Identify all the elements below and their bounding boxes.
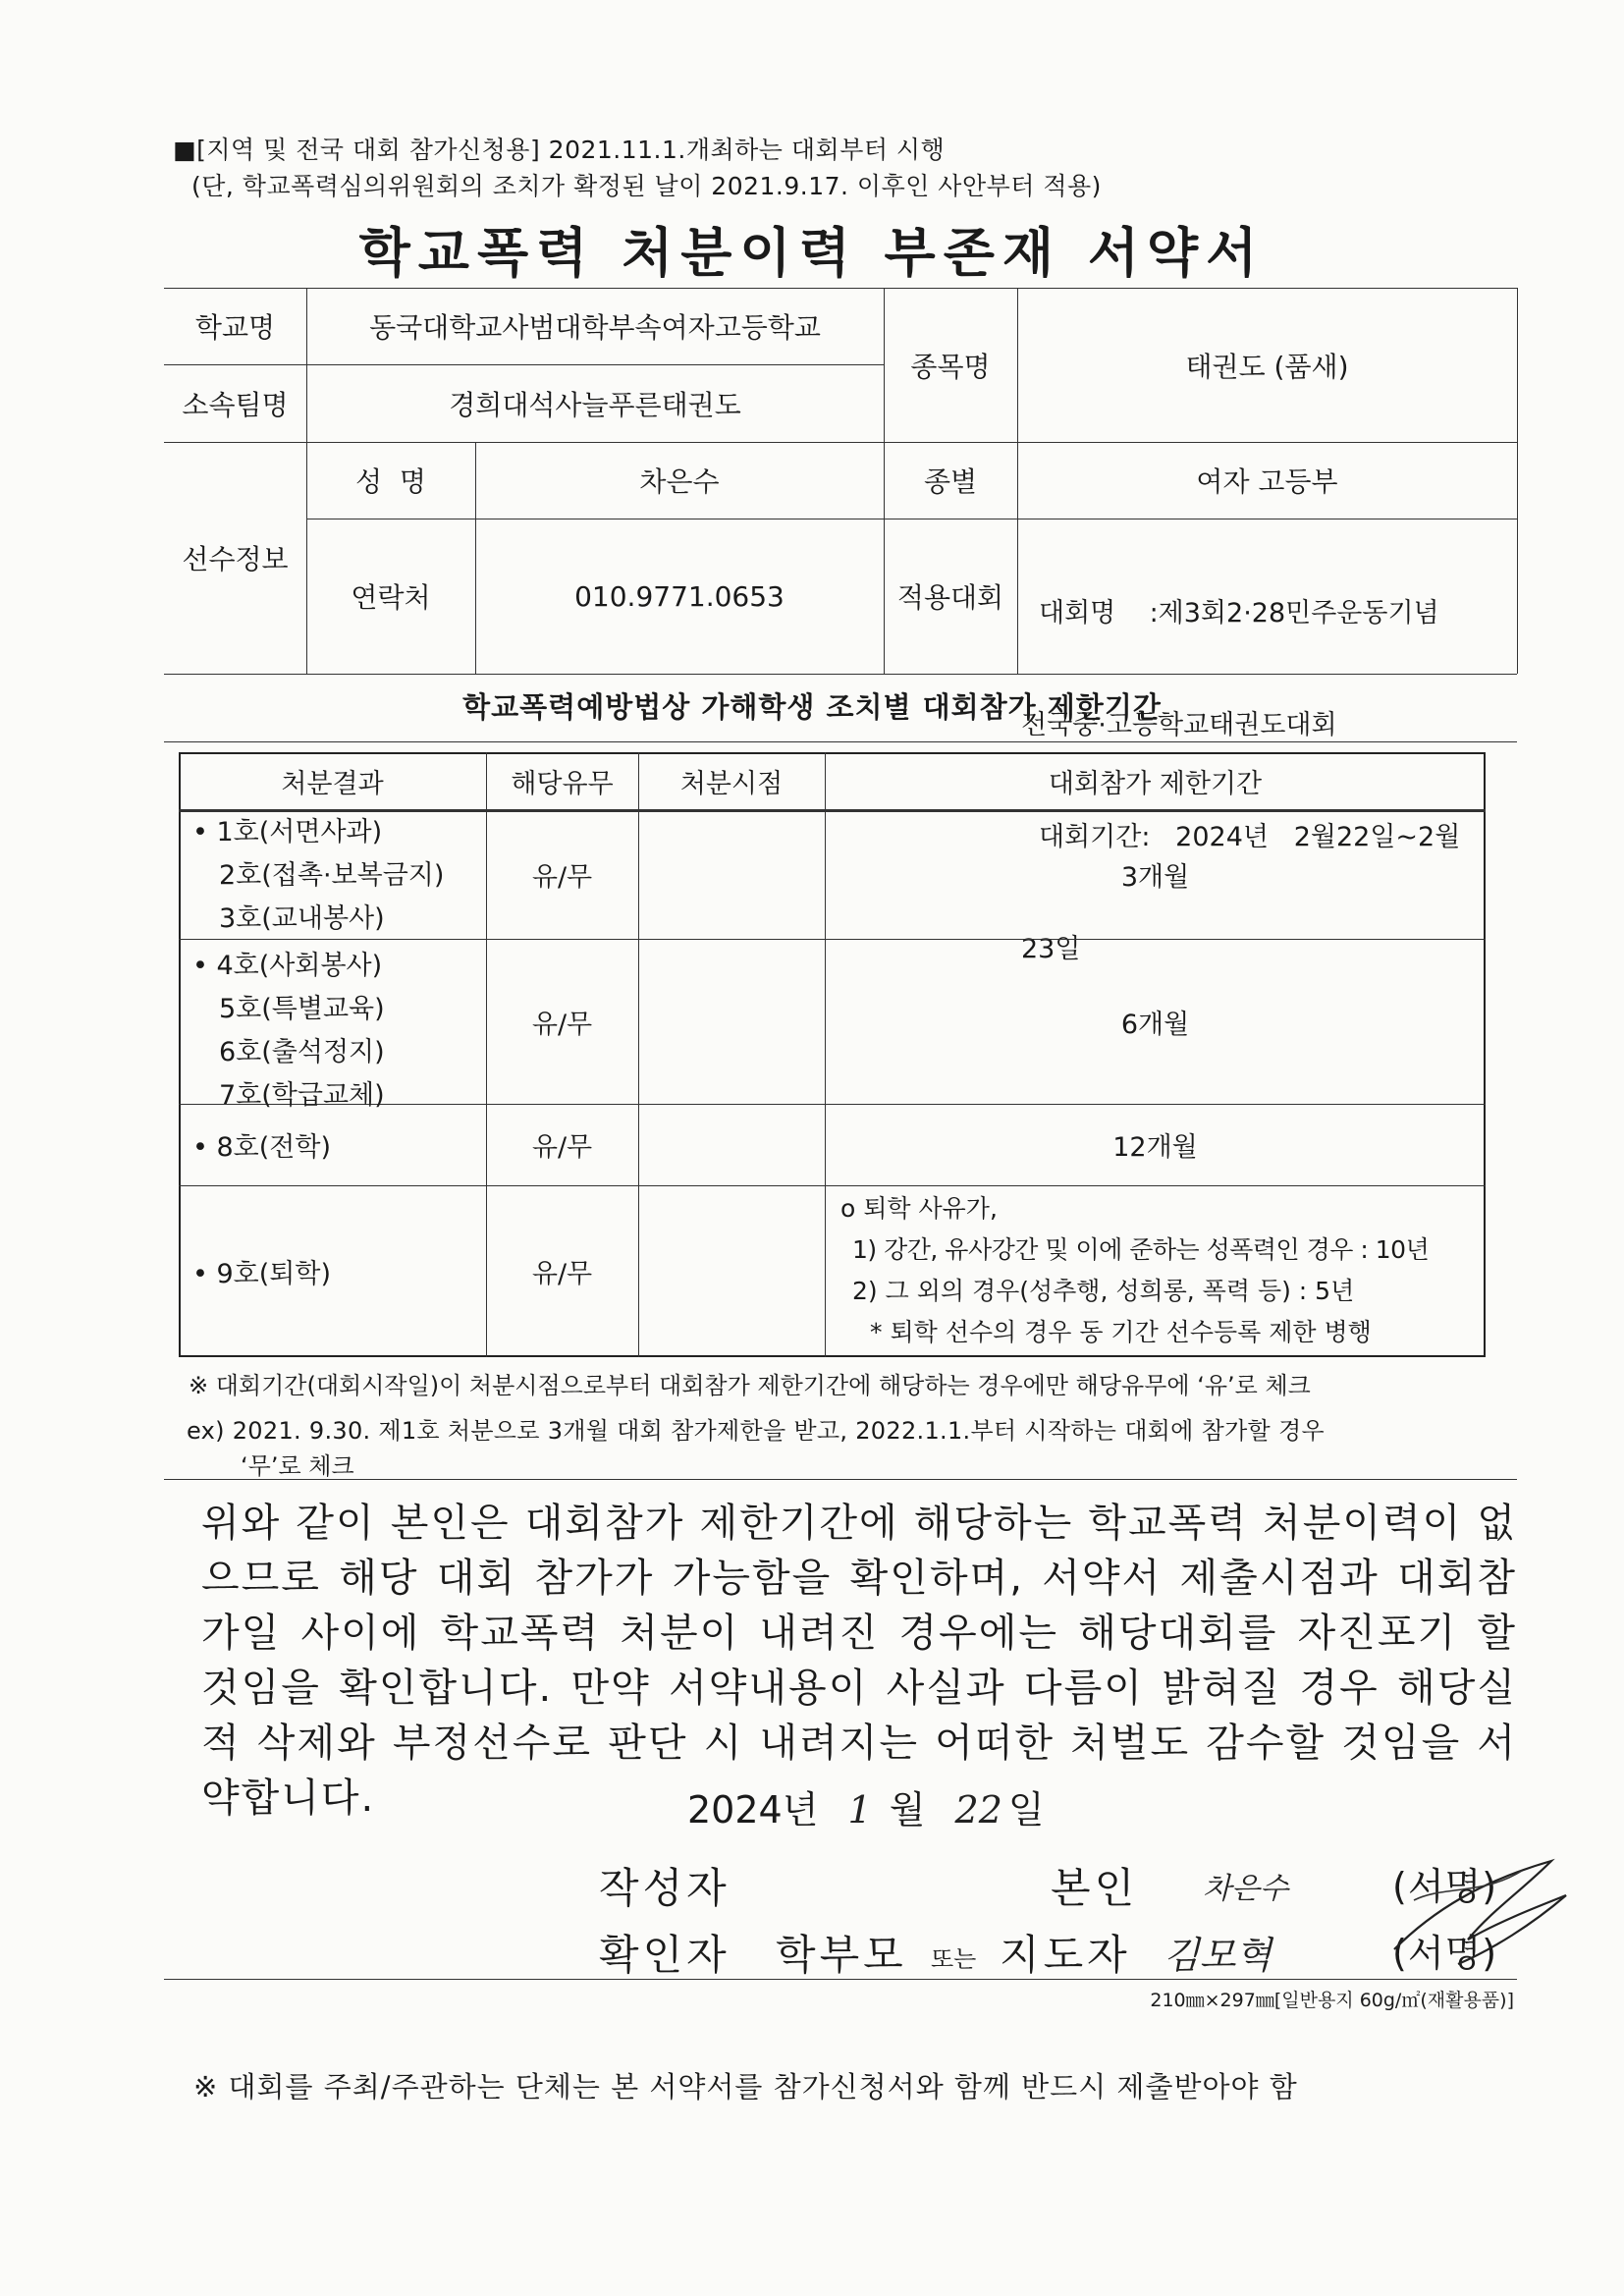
school-value: 동국대학교사범대학부속여자고등학교 (369, 311, 821, 344)
event-value: 태권도 (품새) (1185, 350, 1349, 383)
contact-label: 연락처 (351, 581, 431, 614)
measure-item: 6호(출석정지) (219, 1037, 385, 1067)
section-title: 학교폭력예방법상 가해학생 조치별 대회참가 제한기간 (462, 690, 1162, 724)
scope-note-exception: (단, 학교폭력심의위원회의 조치가 확정된 날이 2021.9.17. 이후인 사안부터 적용) (191, 172, 1102, 200)
header-result: 처분결과 (281, 768, 384, 799)
measure-item: 2호(접촉·보복금지) (219, 860, 445, 891)
division-label: 종별 (923, 465, 978, 498)
division-value: 여자 고등부 (1196, 465, 1338, 498)
athlete-name: 차은수 (639, 465, 720, 498)
name-label: 성 명 (355, 465, 426, 498)
contact-value: 010.9771.0653 (574, 579, 785, 613)
limit-period: 6개월 (1120, 1009, 1190, 1040)
measure-item: 3호(교내봉사) (219, 903, 385, 934)
scope-note: ■[지역 및 전국 대회 참가신청용] 2021.11.1.개최하는 대회부터 시행 (173, 136, 946, 164)
confirmer-label: 확인자 (599, 1931, 731, 1979)
limit-detail-line: * 퇴학 선수의 경우 동 기간 선수등록 제한 병행 (870, 1318, 1372, 1346)
time-field[interactable] (638, 1104, 825, 1185)
signing-date (687, 1779, 1045, 1833)
section-divider (164, 741, 1517, 742)
athlete-info-label: 선수정보 (182, 543, 289, 575)
applicable-checkbox[interactable]: 유/무 (531, 1009, 593, 1040)
self-signature: 차은수 (1203, 1872, 1288, 1906)
or-label: 또는 (931, 1945, 977, 1973)
time-field[interactable] (638, 939, 825, 1104)
measure-item: • 8호(전학) (192, 1132, 331, 1163)
pledge-text: 위와 같이 본인은 대회참가 제한기간에 해당하는 학교폭력 처분이력이 없으므로 해당 대회 참가가 가능함을 확인하며, 서약서 제출시점과 대회참가일 사이에 학교폭력 처분이 내려진 경우에는 해당대회를 자진포기 할 것임을 확인합니다. 만약 서약내용이 사실과 다름이 밝혀질 경우 해당실적 삭제와 부정선수로 판단 시 내려지는 어떠한 처벌도 감수할 것임을 서약합니다. (201, 1501, 1517, 1821)
disclaimer-example: ‘무’로 체크 (241, 1452, 354, 1480)
date-month: 1 (847, 1788, 872, 1831)
measure-item: • 4호(사회봉사) (192, 951, 383, 981)
date-month-suffix: 월 (889, 1788, 926, 1831)
header-time: 처분시점 (679, 768, 784, 799)
competition-period-line: 23일 (1021, 934, 1081, 964)
signature-scribble-icon (1375, 1841, 1581, 1979)
document-title: 학교폭력 처분이력 부존재 서약서 (358, 222, 1266, 284)
competition-name-line: 대회명 :제3회2·28민주운동기념 (1039, 598, 1439, 629)
coach-signature: 김모혁 (1164, 1934, 1272, 1977)
header-limit-period: 대회참가 제한기간 (1048, 768, 1263, 799)
applicable-checkbox[interactable]: 유/무 (531, 1132, 593, 1163)
limit-period: 3개월 (1120, 861, 1190, 893)
submission-note: ※ 대회를 주최/주관하는 단체는 본 서약서를 참가신청서와 함께 반드시 제출받아야 함 (193, 2070, 1298, 2104)
limit-detail-line: o 퇴학 사유가, (840, 1194, 998, 1223)
date-year-suffix: 년 (782, 1788, 819, 1831)
measure-item: 7호(학급교체) (219, 1080, 385, 1111)
limit-period: 12개월 (1112, 1132, 1198, 1163)
sign-placeholder: (서명) (1392, 1932, 1498, 1975)
disclaimer-example: ex) 2021. 9.30. 제1호 처분으로 3개월 대회 참가제한을 받고, 2022.1.1.부터 시작하는 대회에 참가할 경우 (187, 1417, 1325, 1445)
writer-label: 작성자 (599, 1864, 731, 1912)
self-label: 본인 (1051, 1864, 1139, 1912)
disclaimer-divider (164, 1479, 1517, 1480)
date-day: 22 (954, 1788, 1002, 1831)
parent-label: 학부모 (776, 1931, 907, 1979)
applicable-checkbox[interactable]: 유/무 (531, 1259, 593, 1289)
measure-item: 5호(특별교육) (219, 994, 385, 1024)
team-value: 경희대석사늘푸른태권도 (449, 388, 741, 421)
event-label: 종목명 (910, 350, 991, 383)
applicable-checkbox[interactable]: 유/무 (531, 861, 593, 893)
disclaimer-line: ※ 대회기간(대회시작일)이 처분시점으로부터 대회참가 제한기간에 해당하는 경우에만 해당유무에 ‘유’로 체크 (189, 1372, 1311, 1399)
table-row (192, 945, 385, 1118)
limit-detail-line: 1) 강간, 유사강간 및 이에 준하는 성폭력인 경우 : 10년 (852, 1235, 1430, 1264)
info-divider (1517, 288, 1518, 674)
sign-placeholder: (서명) (1392, 1865, 1498, 1908)
table-row (192, 811, 444, 941)
time-field[interactable] (638, 809, 825, 939)
measure-item: • 1호(서면사과) (192, 817, 383, 847)
team-label: 소속팀명 (182, 388, 289, 421)
school-label: 학교명 (194, 311, 276, 344)
limit-detail-line: 2) 그 외의 경우(성추행, 성희롱, 폭력 등) : 5년 (852, 1277, 1355, 1305)
measure-item: • 9호(퇴학) (192, 1259, 331, 1289)
competition-period-line: 대회기간: 2024년 2월22일~2월 (1039, 822, 1461, 852)
expulsion-limit-detail (840, 1188, 1479, 1353)
paper-spec: 210㎜×297㎜[일반용지 60g/㎡(재활용품)] (1150, 1990, 1514, 2011)
date-year: 2024 (687, 1788, 783, 1831)
signature-divider (164, 1979, 1517, 1980)
coach-label: 지도자 (1000, 1931, 1131, 1979)
competition-name-line: 전국중·고등학교태권도대회 (1021, 710, 1337, 740)
applied-competition-label: 적용대회 (896, 581, 1004, 614)
header-applicable: 해당유무 (511, 768, 614, 799)
date-day-suffix: 일 (1007, 1788, 1045, 1831)
time-field[interactable] (638, 1185, 825, 1357)
